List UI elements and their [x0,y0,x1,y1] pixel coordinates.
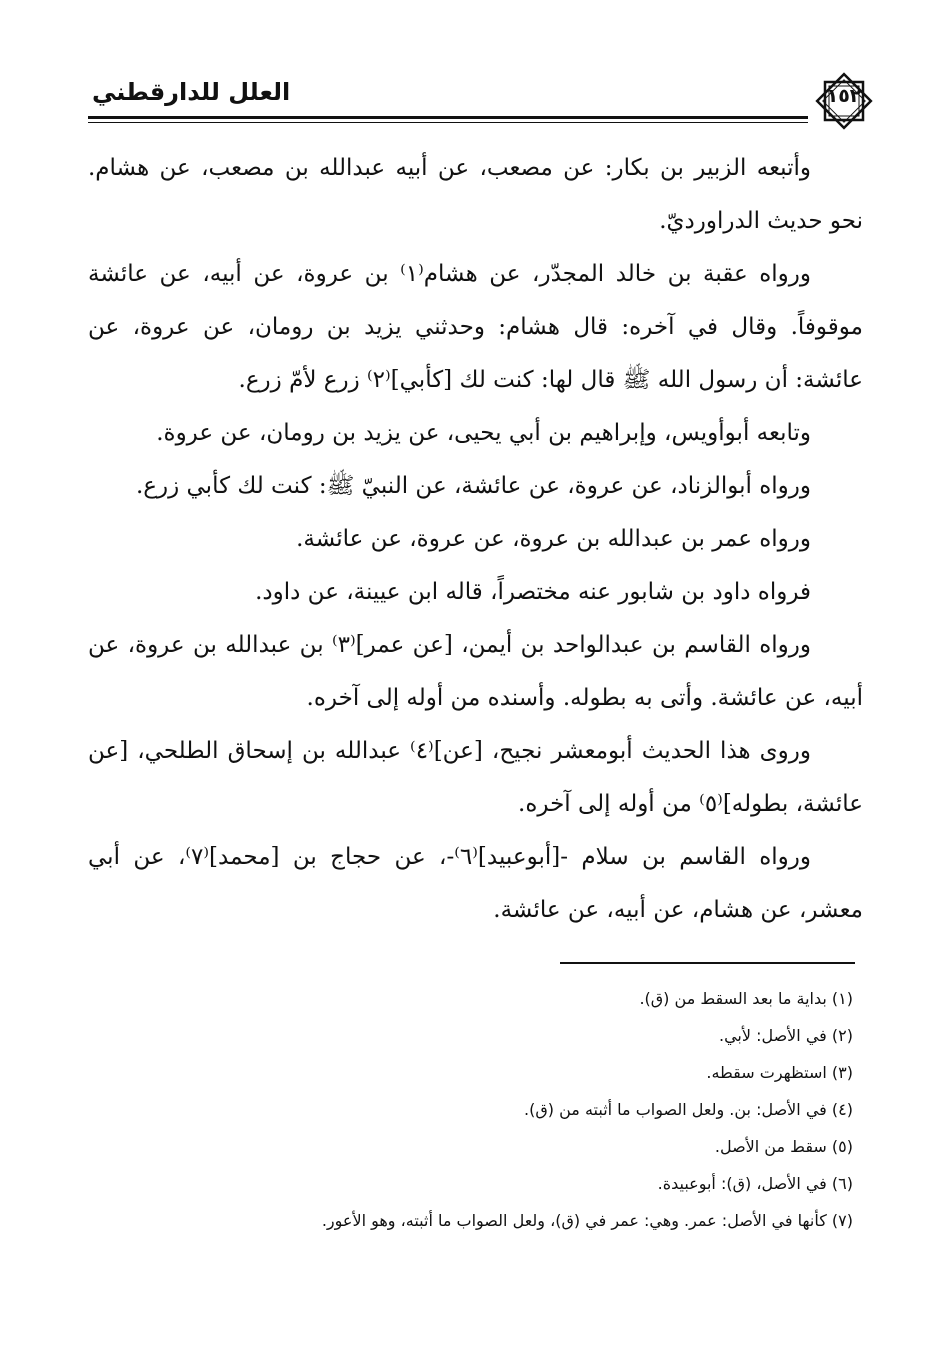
header-rule-thick [88,116,808,119]
footnotes [88,980,863,1239]
footnote: (٧) كأنها في الأصل: عمر. وهي: عمر في (ق)، ولعل الصواب ما أثبته، وهو الأعور. [321,1211,853,1230]
book-title: العلل للدارقطني [92,78,291,106]
footnote: (٥) سقط من الأصل. [714,1137,853,1156]
paragraph: وأتبعه الزبير بن بكار: عن مصعب، عن أبيه عبدالله بن مصعب، عن هشام. نحو حديث الدراورديّ. [88,155,863,234]
paragraph: ورواه عقبة بن خالد المجدّر، عن هشام⁽١⁾ بن عروة، عن أبيه، عن عائشة موقوفاً. وقال في آخره: قال هشام: وحدثني يزيد بن رومان، عن عروة، عن عائشة: أن رسول الله ﷺ قال لها: كنت لك [كأبي]⁽٢⁾ زرع لأمّ زرع. [88,261,863,393]
footnote: (٦) في الأصل، (ق): أبوعبيدة. [657,1174,853,1193]
page-number: ١٥٢ [826,85,862,107]
paragraph: وروى هذا الحديث أبومعشر نجيح، [عن]⁽٤⁾ عبدالله بن إسحاق الطلحي، [عن عائشة، بطوله]⁽٥⁾ من أوله إلى آخره. [88,738,863,817]
footnote-separator [560,962,855,964]
footnote: (١) بداية ما بعد السقط من (ق). [639,989,853,1008]
paragraph: فرواه داود بن شابور عنه مختصراً، قاله ابن عيينة، عن داود. [255,579,811,605]
paragraph: ورواه أبوالزناد، عن عروة، عن عائشة، عن النبيّ ﷺ: كنت لك كأبي زرع. [135,473,811,499]
footnote: (٢) في الأصل: لأبي. [719,1026,853,1045]
paragraph: ورواه القاسم بن عبدالواحد بن أيمن، [عن عمر]⁽٣⁾ بن عبدالله بن عروة، عن أبيه، عن عائشة. وأتى به بطوله. وأسنده من أوله إلى آخره. [88,632,863,711]
footnote: (٣) استظهرت سقطه. [706,1063,853,1082]
page-header [88,70,873,130]
paragraph: وتابعه أبوأويس، وإبراهيم بن أبي يحيى، عن يزيد بن رومان، عن عروة. [156,420,811,446]
header-rule-thin [88,122,808,123]
page-number-badge [813,70,875,132]
paragraph: ورواه عمر بن عبدالله بن عروة، عن عروة، عن عائشة. [296,526,811,552]
main-text [88,142,863,937]
footnote: (٤) في الأصل: بن. ولعل الصواب ما أثبته من (ق). [524,1100,853,1119]
paragraph: ورواه القاسم بن سلام -[أبوعبيد]⁽٦⁾-، عن حجاج بن [محمد]⁽٧⁾، عن أبي معشر، عن هشام، عن أبيه، عن عائشة. [88,844,863,923]
